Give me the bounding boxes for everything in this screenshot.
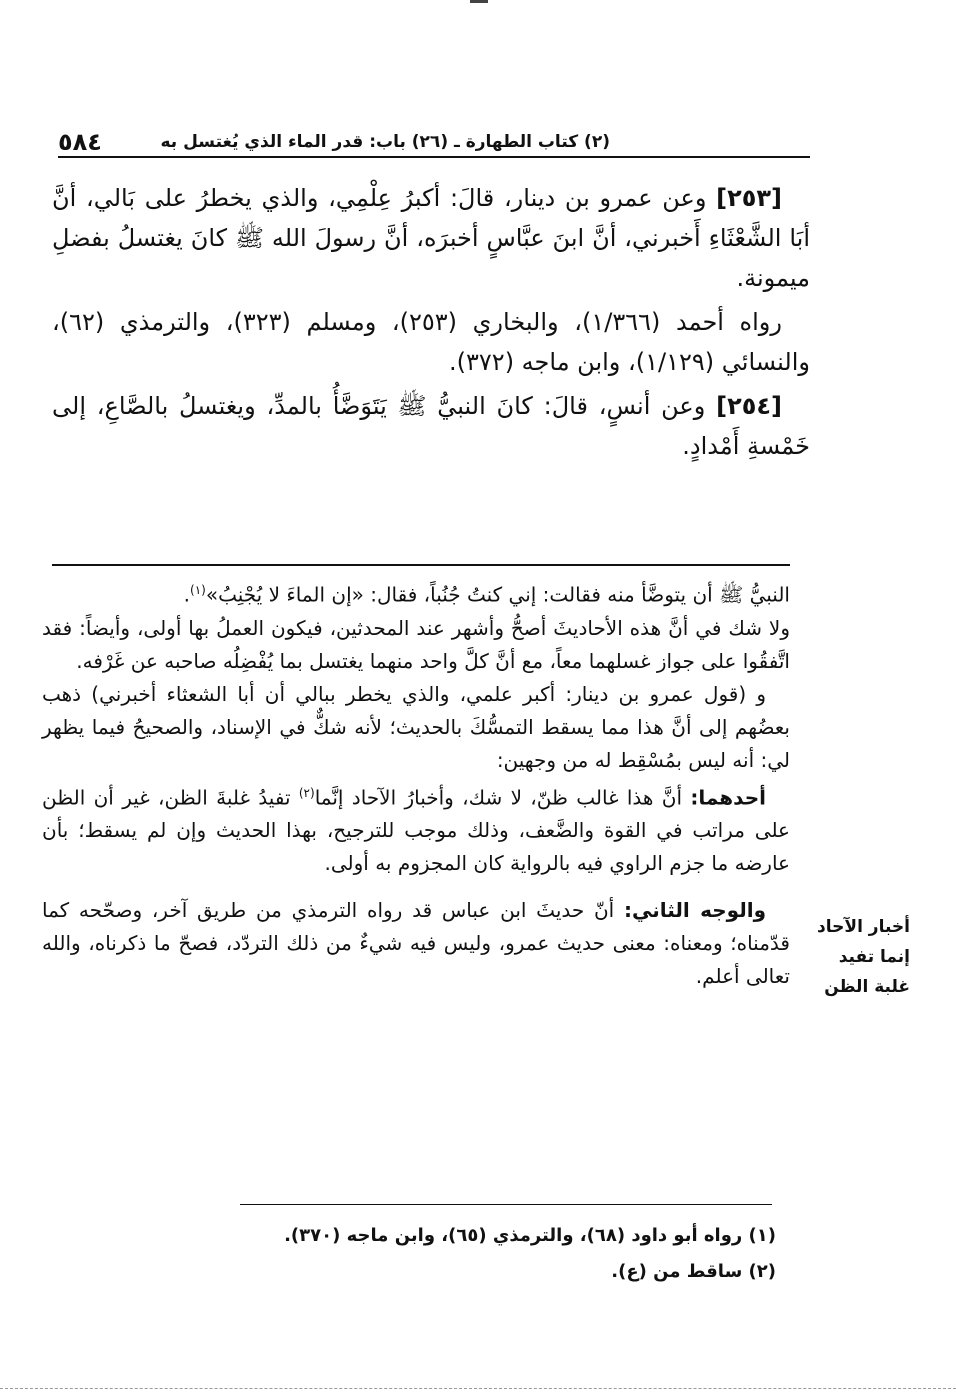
commentary-para-1 xyxy=(42,574,790,612)
footnote-marker: (١) xyxy=(190,583,206,597)
footnote-1: (١) رواه أبو داود (٦٨)، والترمذي (٦٥)، وابن ماجه (٣٧٠). xyxy=(284,1225,776,1246)
running-title: (٢) كتاب الطهارة ـ (٢٦) باب: قدر الماء الذي يُغتسل به xyxy=(160,132,610,152)
hadith-253-references: رواه أحمد (١/٣٦٦)، والبخاري (٢٥٣)، ومسلم (٣٢٣)، والترمذي (٦٢)، والنسائي (١/١٢٩)، وابن ماجه (٣٧٢). xyxy=(52,308,810,376)
hadith-number: [٢٥٣] xyxy=(716,184,782,212)
commentary-para-2: ولا شك في أنَّ هذه الأحاديثَ أصحُّ وأشهر عند المحدثين، فيكون العملُ بها أولى، وأيضاً: فقد اتَّفقُوا على جواز غسلهما معاً، مع أنَّ كلَّ واحد منهما يغتسل بما يُفْضِلُه صاحبه عن غَرْفه. xyxy=(42,615,790,673)
commentary-text: تفيدُ غلبةَ الظن، غير أن الظن على مراتب في القوة والضَّعف، وذلك موجب للترجيح، بهذا الحديث وإن لم يسقط؛ بأن عارضه ما جزم الراوي فيه بالرواية كان المجزوم به أولى. xyxy=(42,785,790,876)
hadith-body: وعن عمرو بن دينار، قالَ: أكبرُ عِلْمِي، والذي يخطرُ على بَالي، أنَّ أبَا الشَّعْثَاءِ أَخبرني، أنَّ ابنَ عبَّاسٍ أخبرَه، أنَّ رسولَ الله ﷺ كانَ يغتسلُ بفضلِ ميمونة. xyxy=(52,184,810,292)
page-header xyxy=(58,128,810,154)
commentary xyxy=(42,574,790,993)
header-divider xyxy=(58,156,810,158)
hadith-number: [٢٥٤] xyxy=(716,392,782,420)
page-edge xyxy=(0,1388,956,1389)
point-label: أحدهما: xyxy=(690,785,766,810)
hadith-254 xyxy=(52,386,810,466)
commentary-text: . xyxy=(183,582,190,607)
page-number: ٥٨٤ xyxy=(58,128,102,156)
scan-mark xyxy=(470,0,488,3)
footnote-divider xyxy=(240,1204,772,1205)
commentary-divider xyxy=(52,564,790,566)
commentary-text: أنَّ هذا غالب ظنّ، لا شك، وأخبارُ الآحاد إنَّما xyxy=(314,785,691,810)
hadith-253 xyxy=(52,178,810,298)
commentary-para-4 xyxy=(42,777,790,881)
margin-note: أخبار الآحاد إنما تفيد غلبة الظن xyxy=(817,917,910,997)
commentary-text: أنّ حديثَ ابن عباس قد رواه الترمذي من طريق آخر، وصحّحه كما قدّمناه؛ ومعناه: معنى حديث عمرو، وليس فيه شيءٌ من ذلك التردّد، فصحّ ما ذكرناه، والله تعالى أعلم. xyxy=(42,898,790,989)
footnotes xyxy=(240,1218,776,1290)
hadith-text xyxy=(52,178,810,466)
commentary-para-5 xyxy=(42,894,790,993)
commentary-para-3: و (قول عمرو بن دينار: أكبر علمي، والذي يخطر ببالي أن أبا الشعثاء أخبرني) ذهب بعضُهم إلى أنَّ هذا مما يسقط التمسُّكَ بالحديث؛ لأنه شكٌّ في الإسناد، والصحيحُ فيما يظهر لي: أنه ليس بمُسْقِط له من وجهين: xyxy=(42,681,790,772)
footnote-marker: (٢) xyxy=(298,785,315,800)
hadith-body: وعن أنسٍ، قالَ: كانَ النبيُّ ﷺ يَتَوَضَّأُ بالمدِّ، ويغتسلُ بالصَّاعِ، إلى خَمْسةِ أَمْدادٍ. xyxy=(52,392,810,460)
footnote-2: (٢) ساقط من (ع). xyxy=(611,1261,776,1282)
point-label: والوجه الثاني: xyxy=(624,898,767,923)
commentary-text: النبيُّ ﷺ أن يتوضَّأ منه فقالت: إني كنتُ جُنُباً، فقال: «إن الماءَ لا يُجْنِبُ» xyxy=(205,582,790,607)
